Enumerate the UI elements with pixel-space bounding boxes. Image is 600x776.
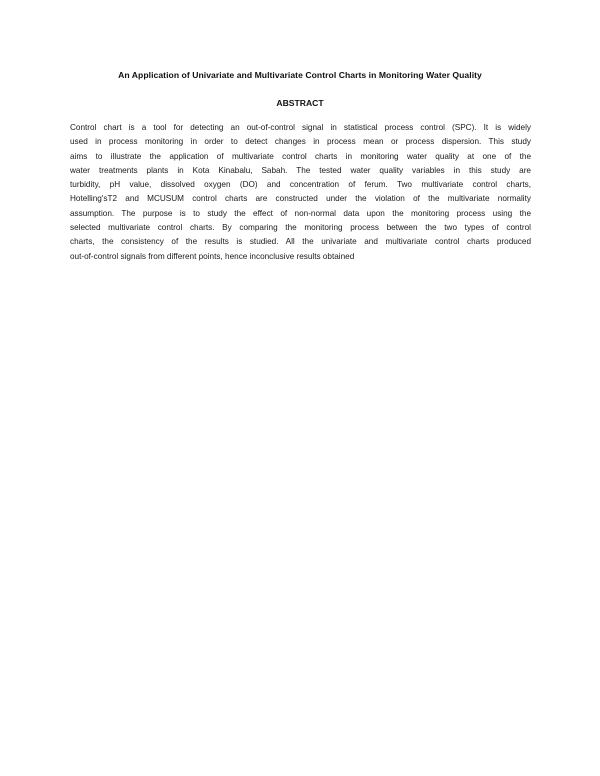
- abstract-line: out-of-control signals from different points, hence inconclusive results obtained: [70, 251, 355, 261]
- abstract-line: turbidity, pH value, dissolved oxygen (DO) and concentration of ferum. Two multivariate control charts,: [70, 180, 531, 190]
- abstract-line: aims to illustrate the application of multivariate control charts in monitoring water quality at one of the: [70, 151, 531, 161]
- abstract-line: used in process monitoring in order to detect changes in process mean or process dispersion. This study: [70, 137, 531, 147]
- abstract-line: Control chart is a tool for detecting an out-of-control signal in statistical process control (SPC). It is widely: [70, 123, 531, 132]
- abstract-line: Hotelling'sT2 and MCUSUM control charts are constructed under the violation of the multivariate normality: [70, 194, 531, 204]
- paper-title: An Application of Univariate and Multivariate Control Charts in Monitoring Water Quality: [118, 70, 482, 80]
- abstract-body: [70, 121, 531, 264]
- abstract-line: assumption. The purpose is to study the effect of non-normal data upon the monitoring process using the: [70, 208, 531, 218]
- abstract-line: water treatments plants in Kota Kinabalu, Sabah. The tested water quality variables in this study are: [70, 165, 531, 175]
- abstract-heading: ABSTRACT: [276, 98, 324, 108]
- abstract-line: charts, the consistency of the results is studied. All the univariate and multivariate control charts produced: [70, 237, 531, 247]
- abstract-line: selected multivariate control charts. By comparing the monitoring process between the two types of control: [70, 223, 531, 233]
